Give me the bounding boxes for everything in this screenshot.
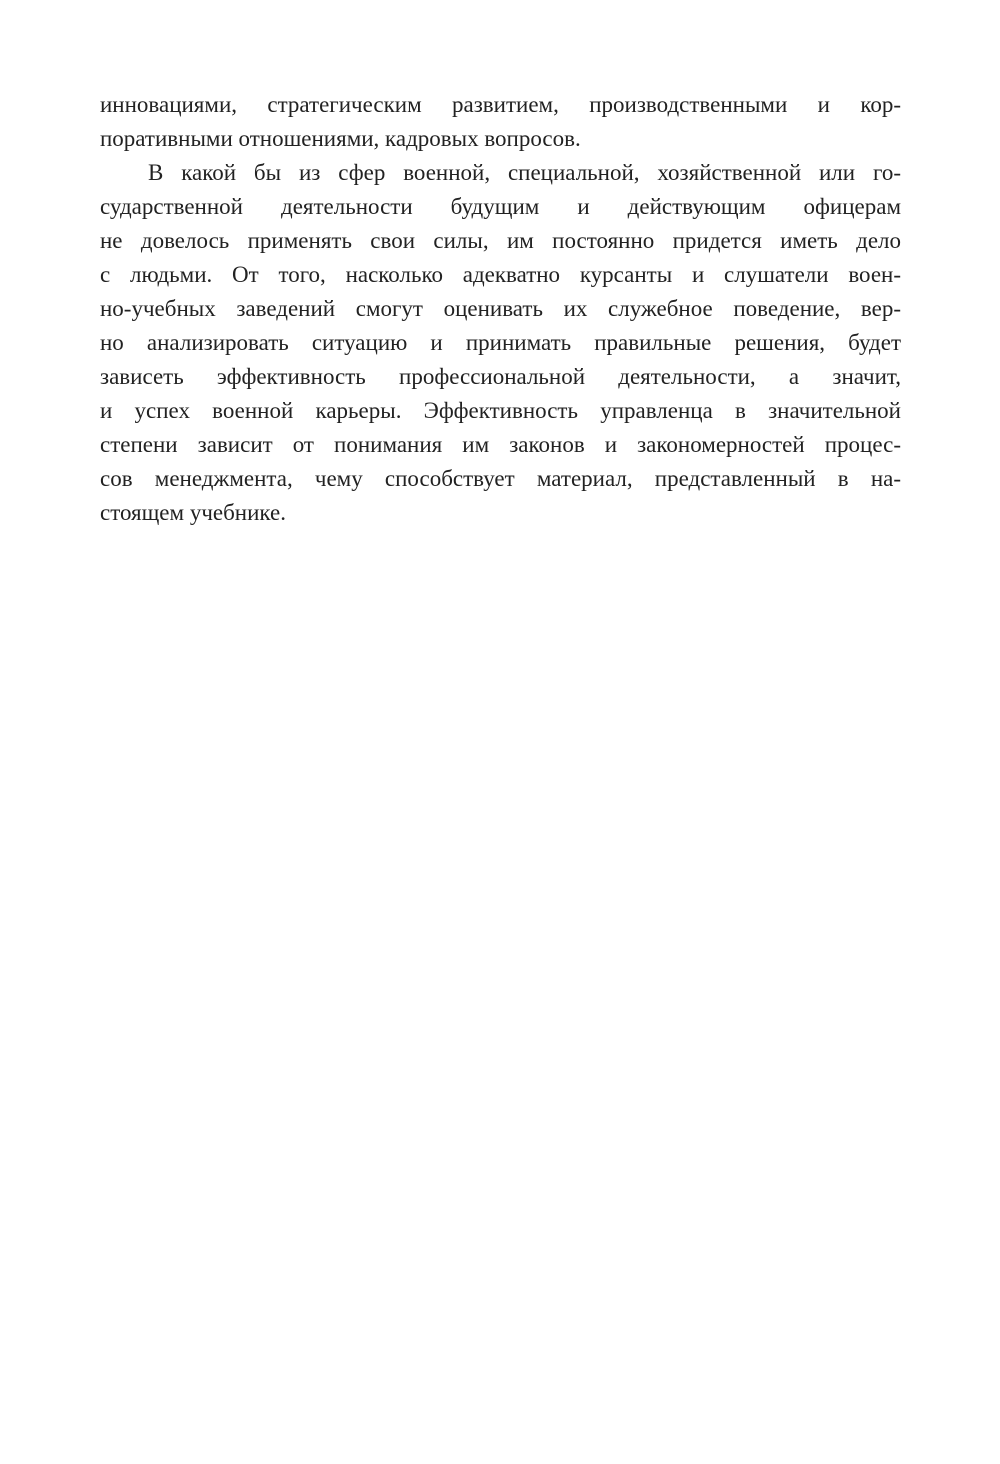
text-line: степени зависит от понимания им законов и закономерностей процес- [100, 432, 901, 457]
text-line: с людьми. От того, насколько адекватно курсанты и слушатели воен- [100, 262, 901, 287]
text-line: но-учебных заведений смогут оценивать их служебное поведение, вер- [100, 296, 901, 321]
paragraph-2 [100, 156, 901, 530]
text-line: В какой бы из сфер военной, специальной, хозяйственной или го- [148, 160, 901, 185]
text-line: и успех военной карьеры. Эффективность управленца в значительной [100, 398, 901, 423]
text-line: сов менеджмента, чему способствует материал, представленный в на- [100, 466, 901, 491]
text-line: но анализировать ситуацию и принимать правильные решения, будет [100, 330, 901, 355]
text-line: инновациями, стратегическим развитием, производственными и кор- [100, 92, 901, 117]
body-text [100, 88, 901, 530]
text-line: не довелось применять свои силы, им постоянно придется иметь дело [100, 228, 901, 253]
text-line: зависеть эффективность профессиональной деятельности, а значит, [100, 364, 901, 389]
text-line: стоящем учебнике. [100, 500, 286, 525]
text-line: поративными отношениями, кадровых вопросов. [100, 126, 581, 151]
text-line: сударственной деятельности будущим и действующим офицерам [100, 194, 901, 219]
paragraph-1 [100, 88, 901, 156]
